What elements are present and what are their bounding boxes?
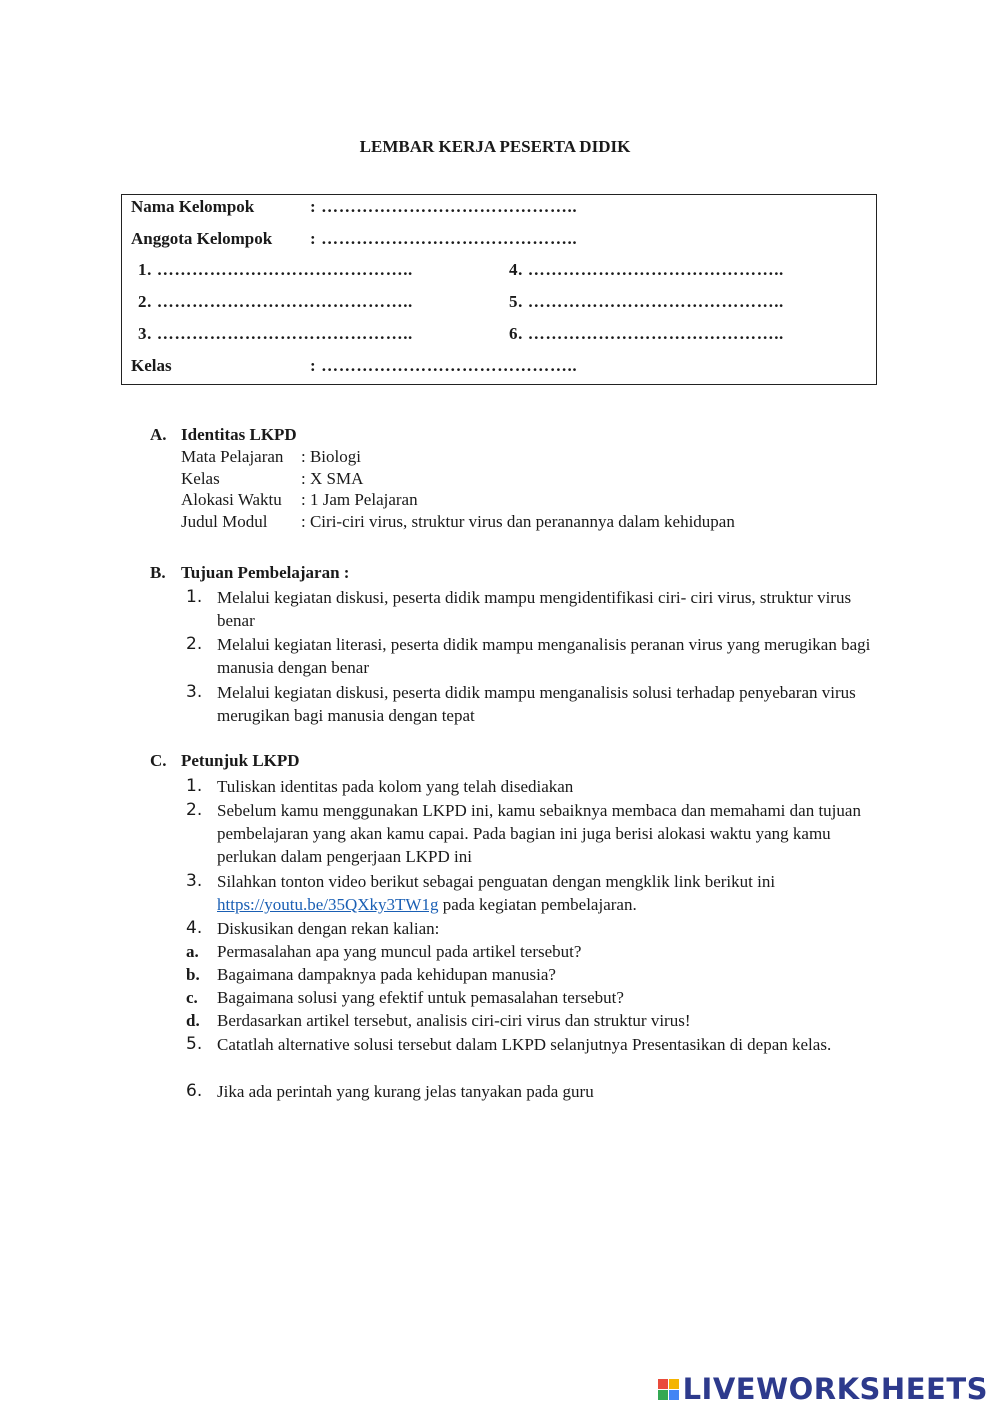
member-field-2[interactable]: 2. …………………………………….. <box>138 292 413 311</box>
member-field-5[interactable]: 5. …………………………………….. <box>509 292 784 311</box>
section-a-title: Identitas LKPD <box>181 425 297 444</box>
group-name-label: Nama Kelompok <box>131 197 255 216</box>
list-item: 1. Melalui kegiatan diskusi, peserta didik mampu mengidentifikasi ciri- ciri virus, struktur virus benar <box>186 587 852 630</box>
list-item: c. Bagaimana solusi yang efektif untuk pemasalahan tersebut? <box>186 988 624 1007</box>
identity-row: Alokasi Waktu : 1 Jam Pelajaran <box>181 490 418 509</box>
list-item: 5. Catatlah alternative solusi tersebut dalam LKPD selanjutnya Presentasikan di depan kelas. <box>186 1034 832 1054</box>
member-field-3[interactable]: 3. …………………………………….. <box>138 324 413 343</box>
identity-row: Mata Pelajaran : Biologi <box>181 447 361 466</box>
liveworksheets-logo-icon <box>658 1379 679 1400</box>
list-item: 3. Silahkan tonton video berikut sebagai penguatan dengan mengklik link berikut ini https://youtu.be/35QXky3TW1g pada kegiatan pembelajaran. <box>186 871 776 914</box>
liveworksheets-watermark <box>658 1372 988 1406</box>
list-item: 1. Tuliskan identitas pada kolom yang telah disediakan <box>186 776 574 796</box>
list-item: a. Permasalahan apa yang muncul pada artikel tersebut? <box>186 942 582 961</box>
section-c-heading <box>150 751 300 771</box>
section-a-letter: A. <box>150 425 167 444</box>
section-c-letter: C. <box>150 751 167 770</box>
section-c-title: Petunjuk LKPD <box>181 751 300 770</box>
group-members-label: Anggota Kelompok <box>131 229 273 248</box>
section-a-heading <box>150 425 297 445</box>
section-b-title: Tujuan Pembelajaran : <box>181 563 350 582</box>
section-b-letter: B. <box>150 563 166 582</box>
class-label: Kelas <box>131 356 172 375</box>
list-item: 2. Melalui kegiatan literasi, peserta didik mampu menganalisis peranan virus yang merugikan bagi manusia dengan benar <box>186 634 871 677</box>
document-title: LEMBAR KERJA PESERTA DIDIK <box>359 137 631 156</box>
youtube-video-link[interactable]: https://youtu.be/35QXky3TW1g <box>217 895 439 914</box>
brand-text: LIVEWORKSHEETS <box>682 1372 988 1406</box>
list-item: b. Bagaimana dampaknya pada kehidupan manusia? <box>186 965 556 984</box>
list-item: d. Berdasarkan artikel tersebut, analisis ciri-ciri virus dan struktur virus! <box>186 1011 691 1030</box>
group-members-field[interactable]: : …………………………………….. <box>310 229 578 248</box>
member-field-4[interactable]: 4. …………………………………….. <box>509 260 784 279</box>
identity-row: Judul Modul : Ciri-ciri virus, struktur virus dan peranannya dalam kehidupan <box>181 512 735 531</box>
member-field-1[interactable]: 1. …………………………………….. <box>138 260 413 279</box>
section-b-heading <box>150 563 349 583</box>
member-field-6[interactable]: 6. …………………………………….. <box>509 324 784 343</box>
list-item: 2. Sebelum kamu menggunakan LKPD ini, kamu sebaiknya membaca dan memahami dan tujuan pembelajaran yang akan kamu capai. Pada bagian ini juga berisi alokasi waktu yang kamu perlukan dalam pengerjaan LKPD ini <box>186 800 861 866</box>
list-item: 6. Jika ada perintah yang kurang jelas tanyakan pada guru <box>186 1081 594 1101</box>
class-field[interactable]: : …………………………………….. <box>310 356 578 375</box>
list-item: 3. Melalui kegiatan diskusi, peserta didik mampu menganalisis solusi terhadap penyebaran virus merugikan bagi manusia dengan tepat <box>186 682 856 725</box>
list-item: 4. Diskusikan dengan rekan kalian: <box>186 918 440 938</box>
identity-row: Kelas : X SMA <box>181 469 364 488</box>
group-name-field[interactable]: : …………………………………….. <box>310 197 578 216</box>
